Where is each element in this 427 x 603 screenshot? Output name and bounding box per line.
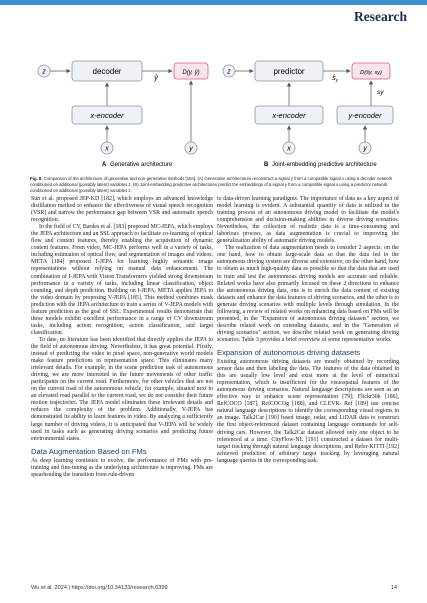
panel-b-predictor-label: predictor	[273, 67, 305, 76]
page-footer	[31, 585, 397, 593]
figure-caption-text: Comparison of the architecture of generative and non-generative methods [184]. (A) Generative architectures reconstruct a signal y from a compatible signal x using a decoder network conditioned on additional (possibly latent) variables z. (B) Joint-embedding predictive architectures predict the embeddings of a signal y from a compatible signal x using a predictor network conditioned on additional (possibly latent) variables z.	[30, 176, 393, 194]
right-paragraph-1: to data-driven learning paradigms. The importance of data as a key aspect of model learning is evident. A substantial quantity of data is utilized in the training process of an autonomous driving model to facilitate the model's comprehension and decision-making abilities in diverse driving scenarios. Nevertheless, the collection of realistic data is a time-consuming and laborious process, as data augmentation is crucial to improving the generalization ability of automatic driving models.	[217, 196, 399, 245]
figure-8	[32, 24, 394, 171]
panel-a-x-encoder-label: x-encoder	[90, 111, 124, 120]
panel-a-distance-label: D(y, ŷ)	[182, 70, 200, 76]
panel-b-y-label: y	[363, 145, 367, 153]
section-heading-expansion: Expansion of autonomous driving datasets	[217, 347, 361, 357]
left-paragraph-4: As deep learning continues to evolve, the performance of FMs with pre-training and fine-tuning as the underlying architecture is improving. FMs are spearheading the transition from rule-driven	[31, 457, 213, 478]
left-paragraph-2: In the field of CV, Bardes et al. [183] proposed MC-JEPA, which employs the JEPA architecture and an SSL approach to facilitate co-learning of optical flow and content features, thereby enabling the acquisition of dynamic content features. From video, MC-JEPA performs well in a variety of tasks, including estimation of optical flow, and segmentation of images and videos. META [184] proposed I-JEPA for learning highly semantic image representations without relying on manual data enhancement. The combination of I-JEPA with Vision Transformers yielded strong downstream performance in a variety of tasks, including linear classification, object counting, and depth prediction. Building on I-JEPA, META applies JEPA to the video domain by proposing V-JEPA [185]. This method combines mask prediction with the JEPA architecture to train a series of V-JEPA models with feature prediction as the goal of SSL. Experimental results demonstrate that these models exhibit excellent performance in a range of CV downstream tasks, including action recognition, action classification, and target classification.	[31, 224, 213, 336]
panel-a-decoder-label: decoder	[92, 67, 122, 76]
page-number: 14	[390, 585, 397, 591]
footer-citation: Wu et al. 2024 | https://doi.org/10.34133/research.0399	[31, 585, 168, 591]
panel-b-distance-label: D(ŝy, sy)	[360, 70, 382, 76]
panel-b-letter: B	[264, 162, 269, 168]
panel-a-z-label: z	[42, 68, 46, 76]
panel-a-y-hat: ŷ	[154, 75, 158, 82]
top-accent-bar	[0, 0, 427, 5]
right-paragraph-3: Existing autonomous driving datasets are mostly obtained by recording sensor data and then labeling the data. The features of the data obtained in this are usually low level and exist more at the level of numerical representation, which is insufficient for the visuospatial features of the autonomous driving scenarios. Natural language descriptions are seen as an effective way to enhance scene representation [79]; Flickr30k [186], RefCOCO [187], RefCOCOg [188], and CLEVR- Ref [189] use concise natural language descriptions to identify the corresponding visual regions in an image. Talk2Car [190] fused image, radar, and LiDAR data to construct the first object-referenced dataset containing language commands for self-driving cars. However, the Talk2Car dataset allowed only one object to be referenced at a time. CityFlow-NL [191] constructed a dataset for multi-target tracking through natural language descriptions, and Refer-KITTI [192] achieved prediction of arbitrary target tracking by leveraging natural language queries in the corresponding task.	[217, 359, 399, 464]
panel-a-title: Generative architecture	[110, 162, 173, 168]
panel-b-sy-hat: $ŝ_y$	[332, 75, 338, 83]
journal-title: Research	[354, 9, 407, 24]
panel-b-sy-label: sy	[377, 89, 384, 96]
panel-b-x-label: x	[287, 145, 291, 153]
right-column	[217, 196, 399, 465]
figure-caption	[30, 176, 398, 195]
panel-a-x-label: x	[105, 145, 109, 153]
panel-b-title: Joint-embedding predictive architecture	[272, 162, 377, 168]
panel-a-letter: A	[102, 162, 107, 168]
panel-b-z-label: z	[227, 68, 231, 76]
section-heading-data-augmentation: Data Augmentation Based on FMs	[31, 446, 147, 456]
figure-caption-label: Fig. 8.	[30, 176, 43, 181]
panel-a-generative	[38, 61, 208, 168]
right-paragraph-2: The realization of data augmentation needs to consider 2 aspects: on the one hand, how to obtain large-scale data so that the data fed to the autonomous driving system are diverse and extensive; on the other hand, how to obtain as much high-quality data as possible so that the data that are used to train and test the autonomous driving models are accurate and reliable. Related works have also primarily focused on these 2 directions to enhance the autonomous driving data, one is to enrich the data content of existing datasets and enhance the data features of driving scenarios, and the other is to generate driving scenarios with multiple levels through simulation. In the following, a review of related works on enhancing data based on FMs will be presented, in the "Expansion of autonomous driving datasets" section, we describe related work on extending datasets, and in the "Generation of driving scenarios" section, we describe related work on generating driving scenarios. Table 3 provides a brief overview of some representative works.	[217, 245, 399, 343]
panel-b-jepa	[223, 61, 393, 168]
panel-b-x-encoder-label: x-encoder	[272, 111, 306, 120]
panel-b-y-encoder-label: y-encoder	[348, 111, 382, 120]
panel-a-y-label: y	[189, 145, 193, 153]
left-paragraph-3: To date, no literature has been identified that directly applies the JEPA to the field of autonomous driving. Nevertheless, it has great potential. Firstly, instead of predicting the video in pixel space, non-generative world models make feature predictions in representation space. This eliminates many irrelevant details. For example, in the scene prediction task of autonomous driving, we are more interested in the future movements of other traffic participants on the current road. Furthermore, for other vehicles that are not on the current road of the autonomous vehicle, for example, situated next to an elevated road parallel to the current road, we do not consider their future motion trajectories. The JEPA model eliminates these irrelevant details and reduces the complexity of the problem. Additionally, V-JEPA has demonstrated its ability to learn features in video. By analyzing a sufficiently large number of driving videos, it is anticipated that V-JEPA will be widely used in tasks such as generating driving scenarios and predicting future environmental states.	[31, 336, 213, 442]
left-column	[31, 196, 213, 479]
left-paragraph-1: Sun et al. proposed JEP-KD [182], which employs an advanced knowledge distillation method to enhance the effectiveness of visual speech recognition (VSR) and narrow the performance gap between VSR and automatic speech recognition.	[31, 196, 213, 224]
